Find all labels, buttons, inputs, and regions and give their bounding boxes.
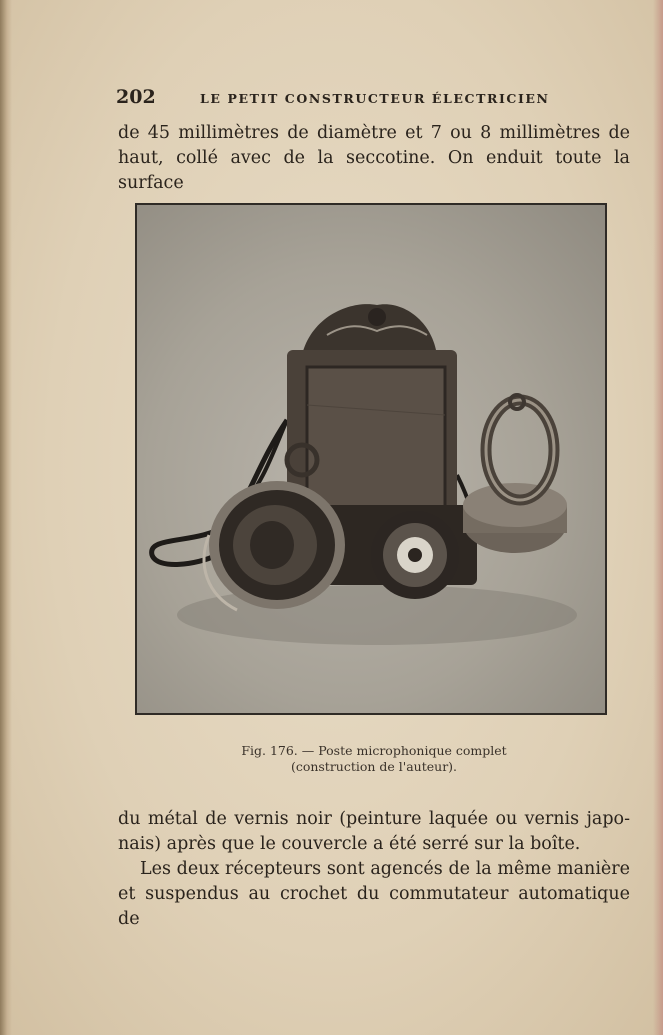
figure-photograph: [135, 203, 607, 715]
text-line: Les deux récepteurs sont agencés de la même manière: [140, 859, 630, 879]
running-head: LE PETIT CONSTRUCTEUR ÉLECTRICIEN: [200, 91, 550, 106]
body-text-top: [118, 121, 630, 196]
telephone-set-illustration: [137, 205, 607, 715]
text-line: du métal de vernis noir (peinture laquée ou vernis japo-: [118, 809, 630, 829]
caption-line: Fig. 176. — Poste microphonique complet: [241, 743, 507, 758]
page-edge-right: [653, 0, 663, 1035]
text-line: et suspendus au crochet du commutateur automatique de: [118, 884, 630, 929]
page-number: 202: [116, 86, 156, 108]
figure-caption: [118, 743, 630, 775]
body-text-bottom: [118, 807, 630, 932]
page-edge-left: [0, 0, 12, 1035]
caption-line: (construction de l'auteur).: [290, 759, 458, 774]
text-line: nais) après que le couvercle a été serré sur la boîte.: [118, 834, 581, 854]
page-header: [116, 86, 628, 110]
text-line: haut, collé avec de la seccotine. On enduit toute la surface: [118, 148, 630, 193]
text-line: de 45 millimètres de diamètre et 7 ou 8 millimètres de: [118, 123, 630, 143]
